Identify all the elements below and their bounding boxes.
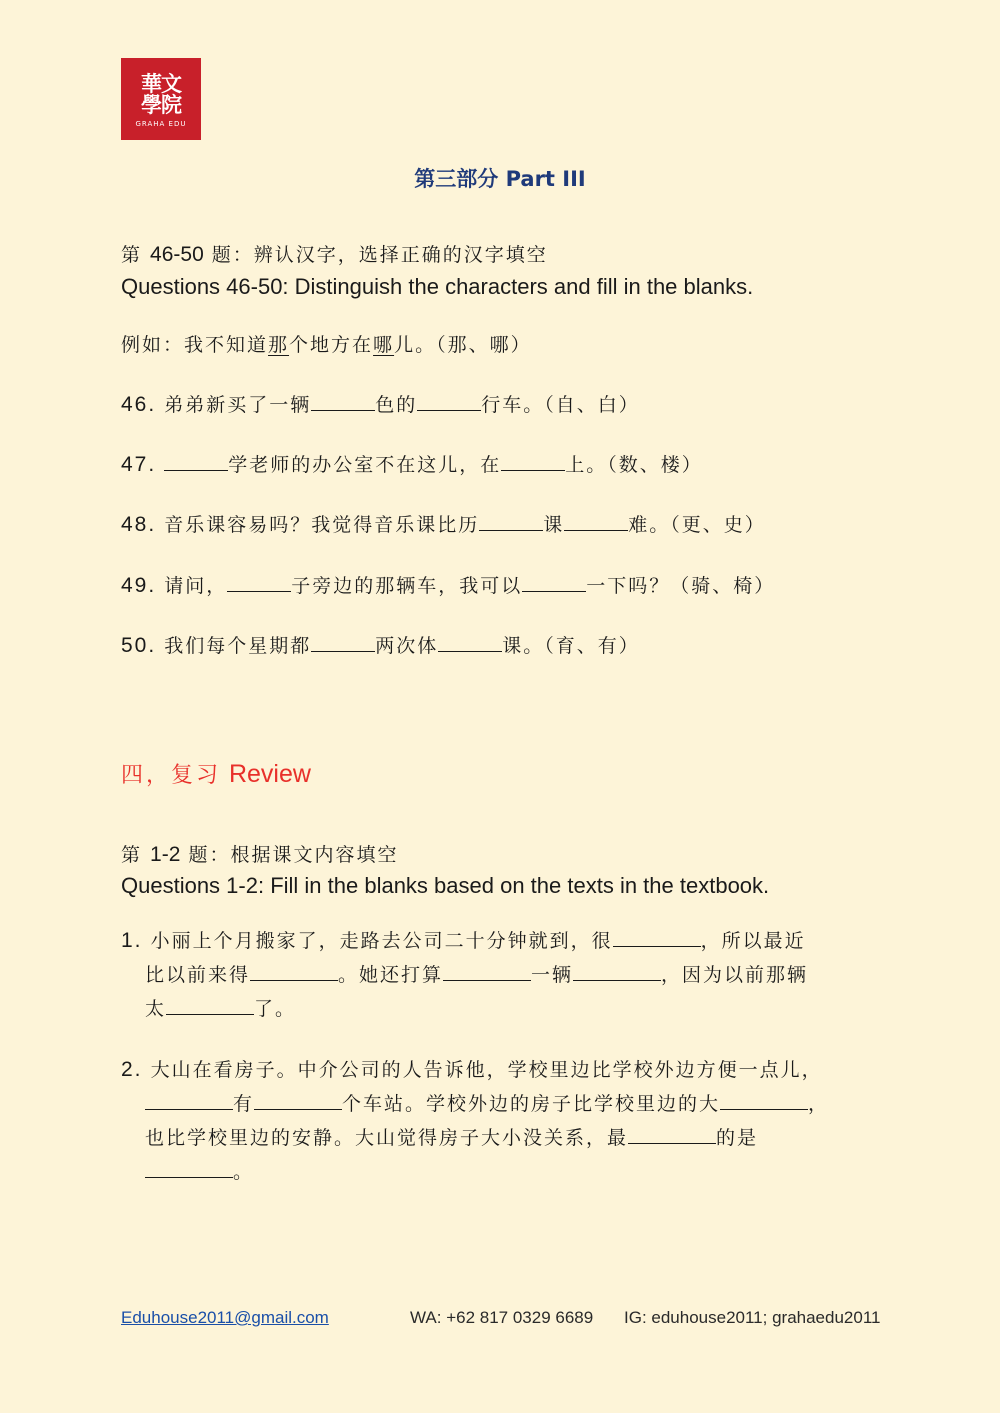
question-text: 我们每个星期都 xyxy=(164,635,312,657)
example-underlined-1: 那 xyxy=(268,334,290,356)
question-text: 弟弟新买了一辆 xyxy=(164,394,312,416)
instr-prefix: 第 xyxy=(121,844,151,866)
question-text: 大山在看房子。中介公司的人告诉他，学校里边比学校外边方便一点儿， xyxy=(150,1059,823,1081)
question-number: 46. xyxy=(121,393,157,416)
question-text: ，所以最近 xyxy=(700,930,806,952)
question-text: 色的 xyxy=(375,394,418,416)
section3-instruction-en: Questions 46-50: Distinguish the characters and fill in the blanks. xyxy=(121,274,754,299)
example-middle: 个地方在 xyxy=(289,334,374,356)
answer-blank[interactable] xyxy=(564,510,628,531)
instr-prefix: 第 xyxy=(121,244,151,266)
review-heading-zh: 四，复习 xyxy=(121,763,222,788)
whatsapp-contact: WA: +62 817 0329 6689 xyxy=(410,1308,594,1327)
question-text: 。她还打算 xyxy=(338,964,444,986)
review-heading xyxy=(121,758,311,789)
answer-blank[interactable] xyxy=(145,1089,233,1110)
question-46 xyxy=(121,390,640,417)
question-number: 1. xyxy=(121,929,143,952)
review-instruction-en: Questions 1-2: Fill in the blanks based on the texts in the textbook. xyxy=(121,873,770,898)
answer-blank[interactable] xyxy=(227,571,291,592)
instagram-contact: IG: eduhouse2011; grahaedu2011 xyxy=(624,1308,881,1327)
logo-chars: 華文學院 xyxy=(141,72,181,117)
question-text: 小丽上个月搬家了，走路去公司二十分钟就到，很 xyxy=(150,930,613,952)
answer-blank[interactable] xyxy=(720,1089,808,1110)
review-heading-en: Review xyxy=(228,760,311,788)
answer-blank[interactable] xyxy=(250,960,338,981)
example-underlined-2: 哪 xyxy=(373,334,395,356)
question-text: 也比学校里边的安静。大山觉得房子大小没关系，最 xyxy=(145,1127,629,1149)
question-number: 47. xyxy=(121,453,157,476)
review-question-1 xyxy=(121,924,891,1026)
question-text: ，因为以前那辆 xyxy=(661,964,809,986)
instr-range: 1-2 xyxy=(150,843,181,866)
answer-blank[interactable] xyxy=(479,510,543,531)
example-after: 儿。（那、哪） xyxy=(394,334,532,356)
section3-instruction-zh xyxy=(121,240,548,267)
answer-blank[interactable] xyxy=(438,631,502,652)
question-number: 49. xyxy=(121,574,157,597)
answer-blank[interactable] xyxy=(417,390,481,411)
example-before: 例如：我不知道 xyxy=(121,334,269,356)
answer-blank[interactable] xyxy=(145,1157,233,1178)
instr-suffix: 题：辨认汉字，选择正确的汉字填空 xyxy=(203,244,548,266)
question-text: 课。（育、有） xyxy=(502,635,640,657)
question-text: 有 xyxy=(233,1093,255,1115)
answer-blank[interactable] xyxy=(311,390,375,411)
question-number: 50. xyxy=(121,634,157,657)
question-text: 音乐课容易吗？我觉得音乐课比历 xyxy=(164,514,480,536)
question-text: 上。（数、楼） xyxy=(565,454,703,476)
answer-blank[interactable] xyxy=(613,926,701,947)
question-text: 难。（更、史） xyxy=(628,514,766,536)
question-text: 太 xyxy=(145,998,167,1020)
question-48 xyxy=(121,510,766,537)
question-text: 学老师的办公室不在这儿，在 xyxy=(228,454,502,476)
email-link[interactable]: Eduhouse2011@gmail.com xyxy=(121,1308,329,1327)
answer-blank[interactable] xyxy=(254,1089,342,1110)
answer-blank[interactable] xyxy=(522,571,586,592)
question-text: 课 xyxy=(543,514,565,536)
question-text: ， xyxy=(808,1093,830,1115)
question-number: 2. xyxy=(121,1058,143,1081)
question-number: 48. xyxy=(121,513,157,536)
question-49 xyxy=(121,571,775,598)
review-instruction-zh xyxy=(121,840,398,867)
answer-blank[interactable] xyxy=(164,450,228,471)
answer-blank[interactable] xyxy=(573,960,661,981)
question-text: 子旁边的那辆车，我可以 xyxy=(291,575,523,597)
question-text: 比以前来得 xyxy=(145,964,251,986)
answer-blank[interactable] xyxy=(166,994,254,1015)
question-47 xyxy=(121,450,703,477)
instr-range: 46-50 xyxy=(150,243,204,266)
answer-blank[interactable] xyxy=(311,631,375,652)
answer-blank[interactable] xyxy=(628,1123,716,1144)
example-sentence xyxy=(121,330,532,357)
question-text: 一下吗？（骑、椅） xyxy=(586,575,776,597)
question-text: 两次体 xyxy=(375,635,439,657)
question-text: 。 xyxy=(233,1161,255,1183)
review-question-2 xyxy=(121,1053,891,1189)
question-text: 的是 xyxy=(716,1127,759,1149)
logo-subtitle: GRAHA EDU xyxy=(135,120,187,128)
answer-blank[interactable] xyxy=(443,960,531,981)
instr-suffix: 题：根据课文内容填空 xyxy=(180,844,399,866)
answer-blank[interactable] xyxy=(501,450,565,471)
graha-edu-logo xyxy=(121,58,201,140)
question-text: 请问， xyxy=(164,575,228,597)
question-text: 了。 xyxy=(254,998,297,1020)
question-text: 一辆 xyxy=(531,964,574,986)
question-text: 个车站。学校外边的房子比学校里边的大 xyxy=(342,1093,721,1115)
part-title: 第三部分 Part III xyxy=(414,167,586,191)
question-50 xyxy=(121,631,640,658)
question-text: 行车。（自、白） xyxy=(481,394,640,416)
